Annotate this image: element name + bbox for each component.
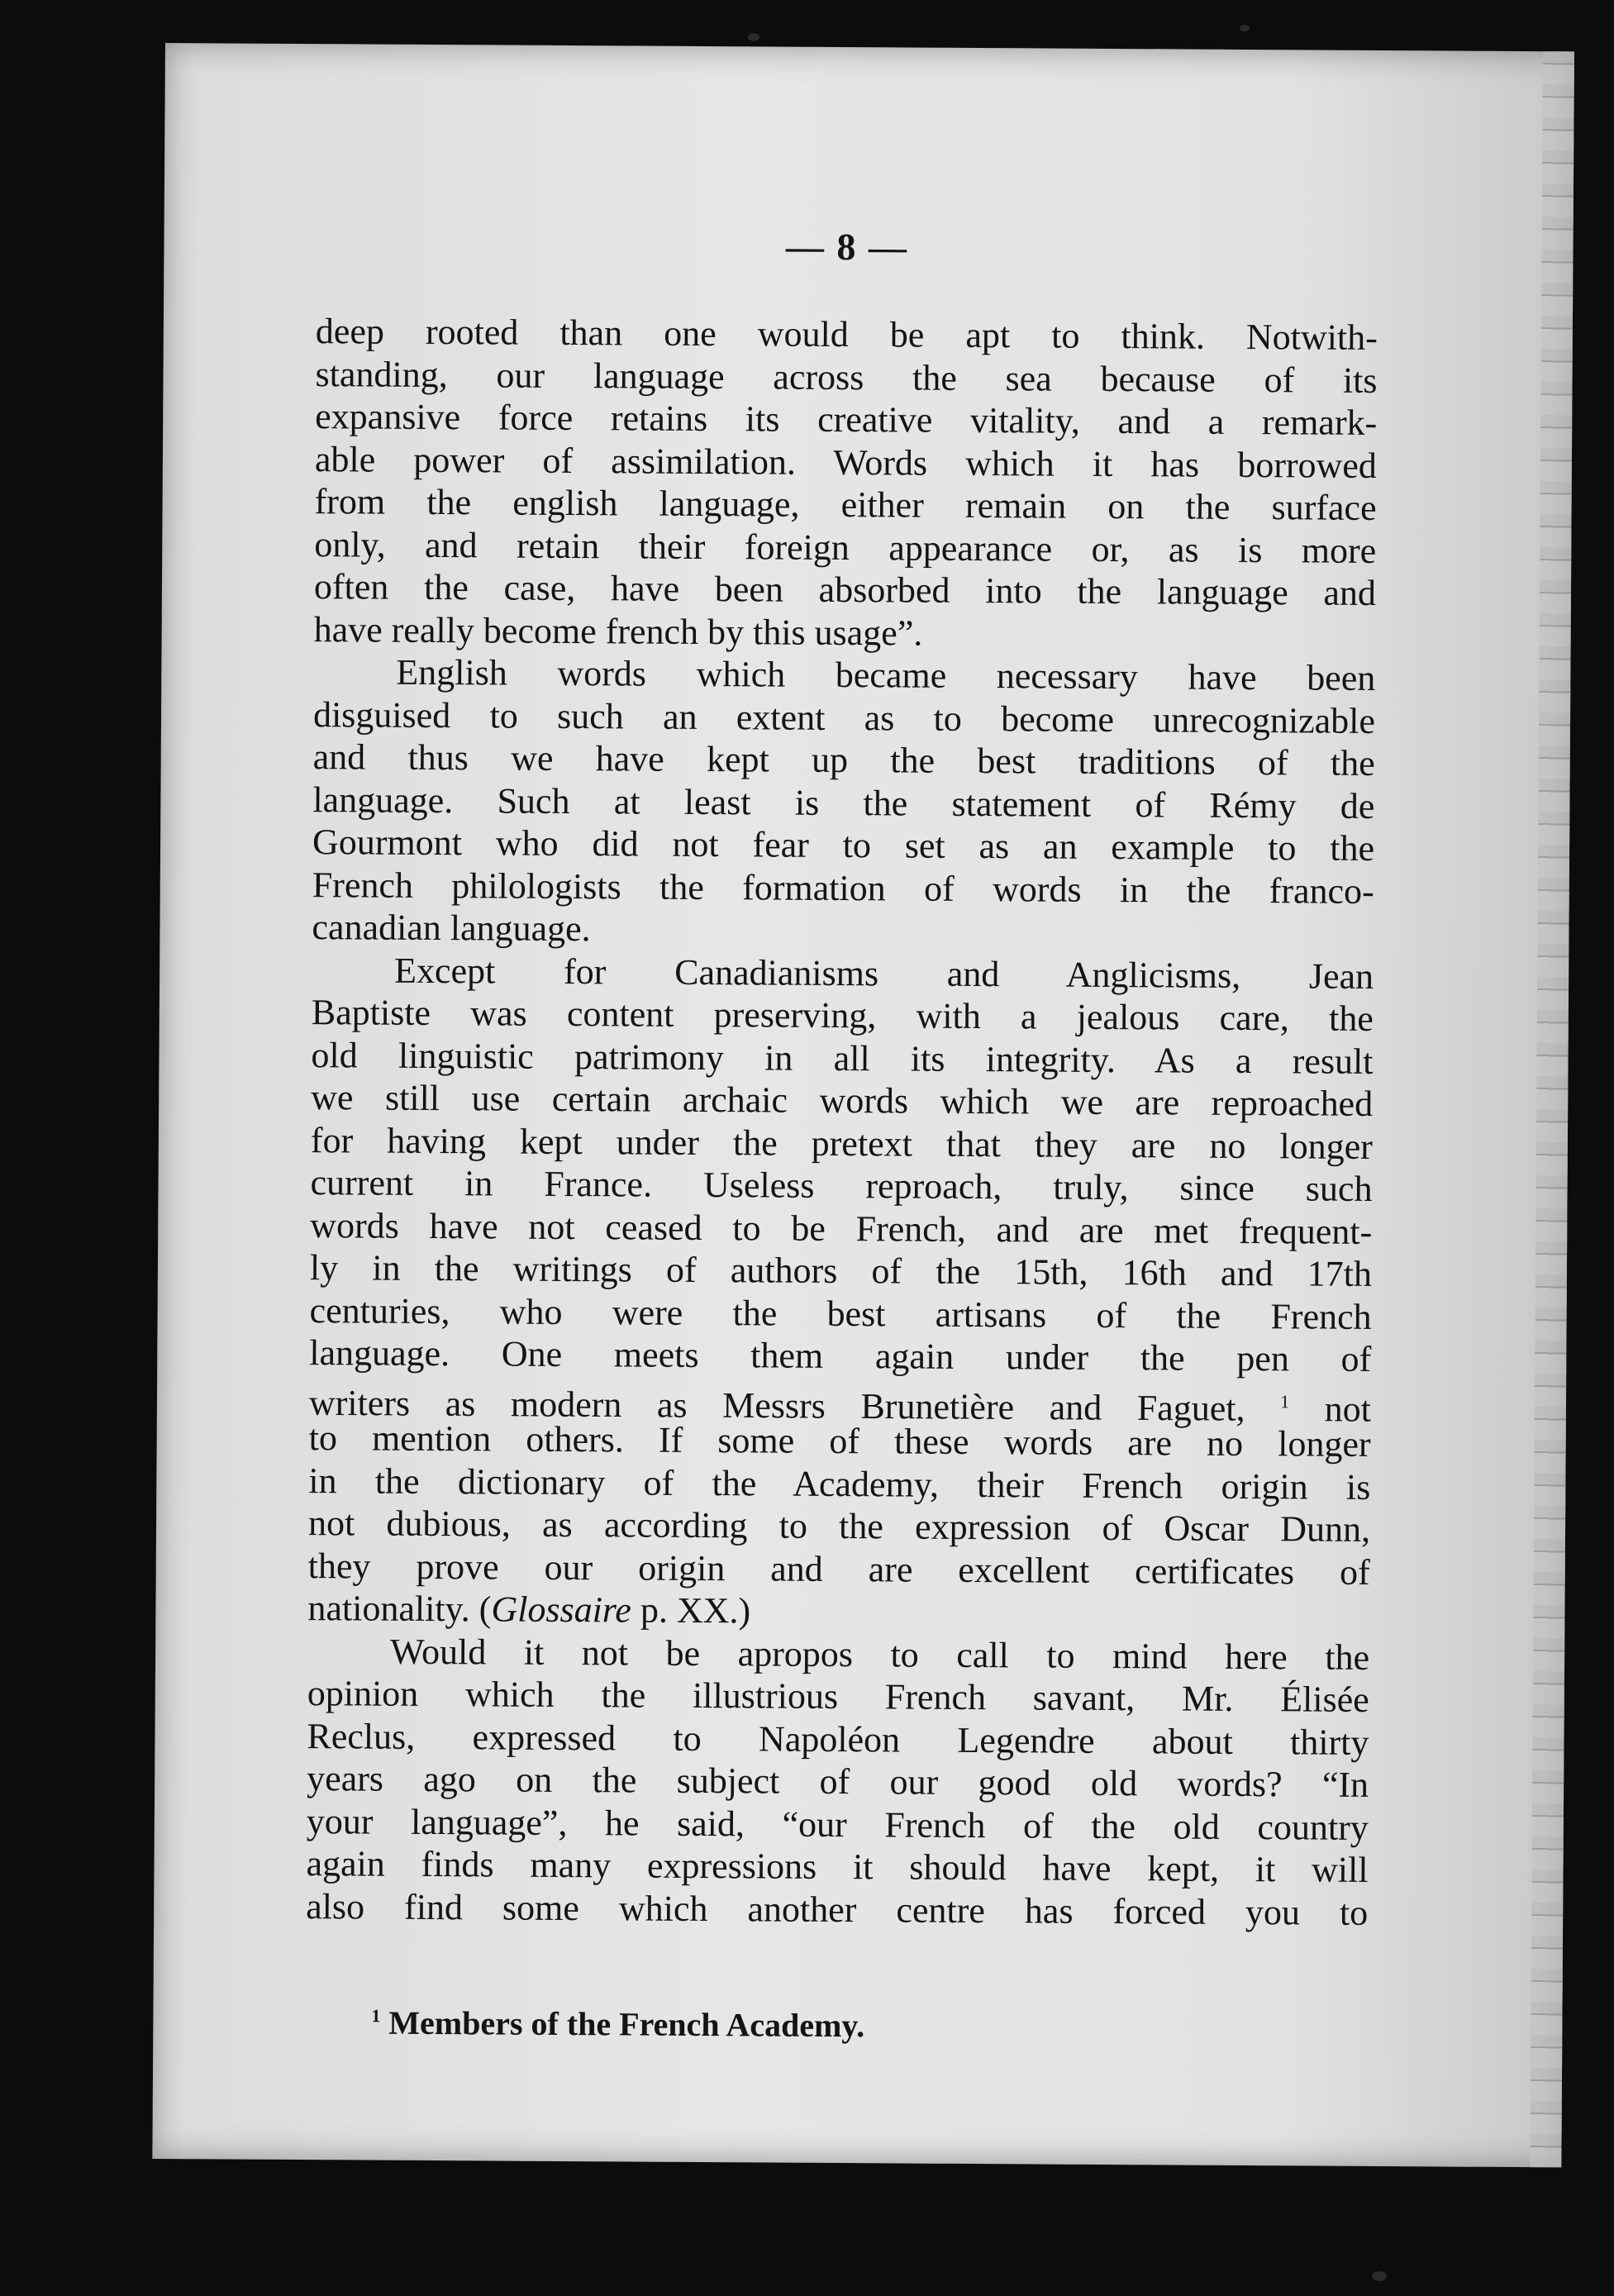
scan-speck	[1372, 2271, 1387, 2281]
text-line: also find some which another centre has forced you to	[306, 1885, 1369, 1933]
paragraph-start-line: Except for Canadianisms and Anglicisms, Jean	[394, 950, 1374, 997]
text-line: old linguistic patrimony in all its integrity. As a result	[311, 1034, 1374, 1082]
text-line: for having kept under the pretext that they are no longer	[310, 1119, 1374, 1167]
book-page	[152, 43, 1574, 2167]
text-line: we still use certain archaic words which we are reproached	[311, 1077, 1374, 1124]
text-line: French philologists the formation of words in the franco-	[312, 864, 1374, 912]
text-line: to mention others. If some of these words are no longer	[308, 1417, 1371, 1465]
footnote-text: Members of the French Academy.	[380, 2003, 865, 2045]
text-line: they prove our origin and are excellent certificates of	[307, 1545, 1370, 1593]
paragraph-start-line: English words which became necessary have been	[396, 651, 1376, 698]
text-line: from the english language, either remain on the surface	[314, 481, 1377, 528]
text-line: able power of assimilation. Words which it has borrowed	[314, 438, 1378, 486]
text-line: in the dictionary of the Academy, their French origin is	[308, 1460, 1371, 1508]
text-line: current in France. Useless reproach, truly, since such	[310, 1162, 1373, 1209]
line-text: writers as modern as Messrs Brunetière and Faguet,	[308, 1382, 1245, 1429]
footnote-marker: 1	[371, 2005, 381, 2027]
text-line: your language”, he said, “our French of the old country	[306, 1800, 1369, 1848]
text-line: centuries, who were the best artisans of the French	[309, 1289, 1372, 1337]
footnote-reference: 1	[1280, 1390, 1290, 1412]
text-line: opinion which the illustrious French savant, Mr. Élisée	[307, 1673, 1369, 1720]
text-line-with-citation	[307, 1587, 1369, 1636]
citation-tail: p. XX.)	[631, 1589, 751, 1631]
text-line: not dubious, as according to the expression of Oscar Dunn,	[307, 1503, 1371, 1550]
text-line: only, and retain their foreign appearance or, as is more	[314, 523, 1377, 571]
text-line: language. One meets them again under the pen of	[309, 1332, 1372, 1379]
text-line: standing, our language across the sea because of its	[315, 353, 1378, 401]
text-line: language. Such at least is the statement of Rémy de	[312, 779, 1375, 826]
text-line: Reclus, expressed to Napoléon Legendre about thirty	[307, 1715, 1369, 1763]
text-line: expansive force retains its creative vitality, and a remark-	[315, 396, 1378, 443]
text-line: ly in the writings of authors of the 15th, 16th and 17th	[309, 1247, 1373, 1294]
page-edge-shadow	[1530, 51, 1574, 2167]
text-line: deep rooted than one would be apt to think. Notwith-	[315, 311, 1378, 358]
body-text	[306, 310, 1378, 1934]
citation-title: Glossaire	[491, 1589, 632, 1631]
text-line-with-footnote-ref	[308, 1374, 1372, 1430]
paragraph-start-line: Would it not be apropos to call to mind here the	[389, 1631, 1370, 1678]
text-line: words have not ceased to be French, and are met frequent-	[310, 1204, 1373, 1252]
text-line: have really become french by this usage”.	[313, 608, 923, 654]
text-line: Baptiste was content preserving, with a jealous care, the	[311, 992, 1374, 1039]
line-text: nationality. (	[307, 1588, 492, 1630]
scan-speck	[748, 33, 759, 41]
text-line: and thus we have kept up the best traditions of the	[312, 736, 1375, 784]
text-line: years ago on the subject of our good old words? “In	[307, 1758, 1369, 1805]
text-block	[306, 44, 1379, 2045]
text-line: canadian language.	[312, 907, 591, 950]
text-line: often the case, have been absorbed into the language and	[313, 566, 1377, 613]
text-line: disguised to such an extent as to become unrecognizable	[312, 693, 1376, 741]
page-number: — 8 —	[785, 225, 909, 269]
footnote	[371, 2003, 864, 2046]
line-text-tail: not	[1288, 1388, 1372, 1430]
scan-speck	[1240, 25, 1250, 31]
text-line: Gourmont who did not fear to set as an example to the	[312, 822, 1375, 869]
text-line: again finds many expressions it should have kept, it will	[306, 1843, 1369, 1890]
